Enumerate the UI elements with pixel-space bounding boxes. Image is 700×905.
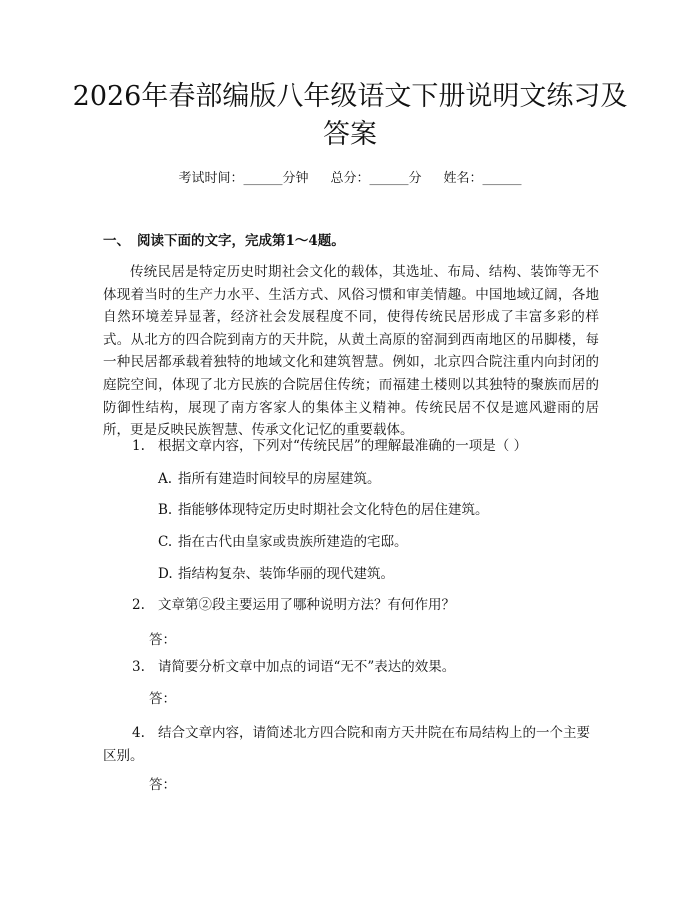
option-text: 指能够体现特定历史时期社会文化特色的居住建筑。: [178, 502, 489, 518]
section-instruction: 阅读下面的文字，完成第1～4题。: [137, 233, 345, 249]
option-label: B.: [158, 502, 173, 518]
page-title: 2026年春部编版八年级语文下册说明文练习及答案: [72, 81, 628, 150]
answer-line-3: 答：: [149, 691, 176, 707]
question-3: [132, 656, 455, 679]
option-c: [158, 533, 408, 551]
total-score-field: 总分：______分: [330, 171, 422, 186]
option-text: 指所有建造时间较早的房屋建筑。: [178, 471, 381, 487]
section-heading: [103, 232, 345, 250]
option-label: A.: [158, 471, 173, 487]
option-text: 指结构复杂、装饰华丽的现代建筑。: [178, 566, 394, 582]
answer-line-4: 答：: [149, 777, 176, 793]
reading-passage: 传统民居是特定历史时期社会文化的载体，其选址、布局、结构、装饰等无不体现着当时的生产力水平、生活方式、风俗习惯和审美情趣。中国地域辽阔，各地自然环境差异显著，经济社会发展程度不同，使得传统民居形成了丰富多彩的样式。从北方的四合院到南方的天井院，从黄土高原的窑洞到西南地区的吊脚楼，每一种民居都承载着独特的地域文化和建筑智慧。例如，北京四合院注重内向封闭的庭院空间，体现了北方民族的合院居住传统；而福建土楼则以其独特的聚族而居的防御性结构，展现了南方客家人的集体主义精神。传统民居不仅是遮风避雨的居所，更是反映民族智慧、传承文化记忆的重要载体。: [103, 264, 599, 439]
question-text: 结合文章内容，请简述北方四合院和南方天井院在布局结构上的一个主要区别。: [103, 725, 590, 764]
question-number: 2.: [132, 597, 145, 613]
question-text: 请简要分析文章中加点的词语“无不”表达的效果。: [158, 659, 456, 675]
question-1: [132, 435, 527, 458]
section-number: 一、: [103, 233, 130, 249]
question-number: 4.: [132, 725, 145, 741]
question-number: 3.: [132, 659, 145, 675]
option-label: C.: [158, 534, 173, 550]
answer-line-2: 答：: [149, 632, 176, 648]
exam-time-field: 考试时间：______分钟: [178, 171, 309, 186]
exam-info-line: [0, 170, 700, 188]
option-d: [158, 565, 394, 583]
question-text: 根据文章内容，下列对“传统民居”的理解最准确的一项是（ ）: [158, 438, 528, 454]
student-name-field: 姓名：______: [443, 171, 522, 186]
option-label: D.: [158, 566, 173, 582]
option-b: [158, 501, 489, 519]
question-4: [103, 722, 599, 767]
question-2: [132, 594, 455, 617]
question-text: 文章第②段主要运用了哪种说明方法？有何作用？: [158, 597, 455, 613]
option-text: 指在古代由皇家或贵族所建造的宅邸。: [178, 534, 408, 550]
question-number: 1.: [132, 438, 145, 454]
option-a: [158, 470, 381, 488]
